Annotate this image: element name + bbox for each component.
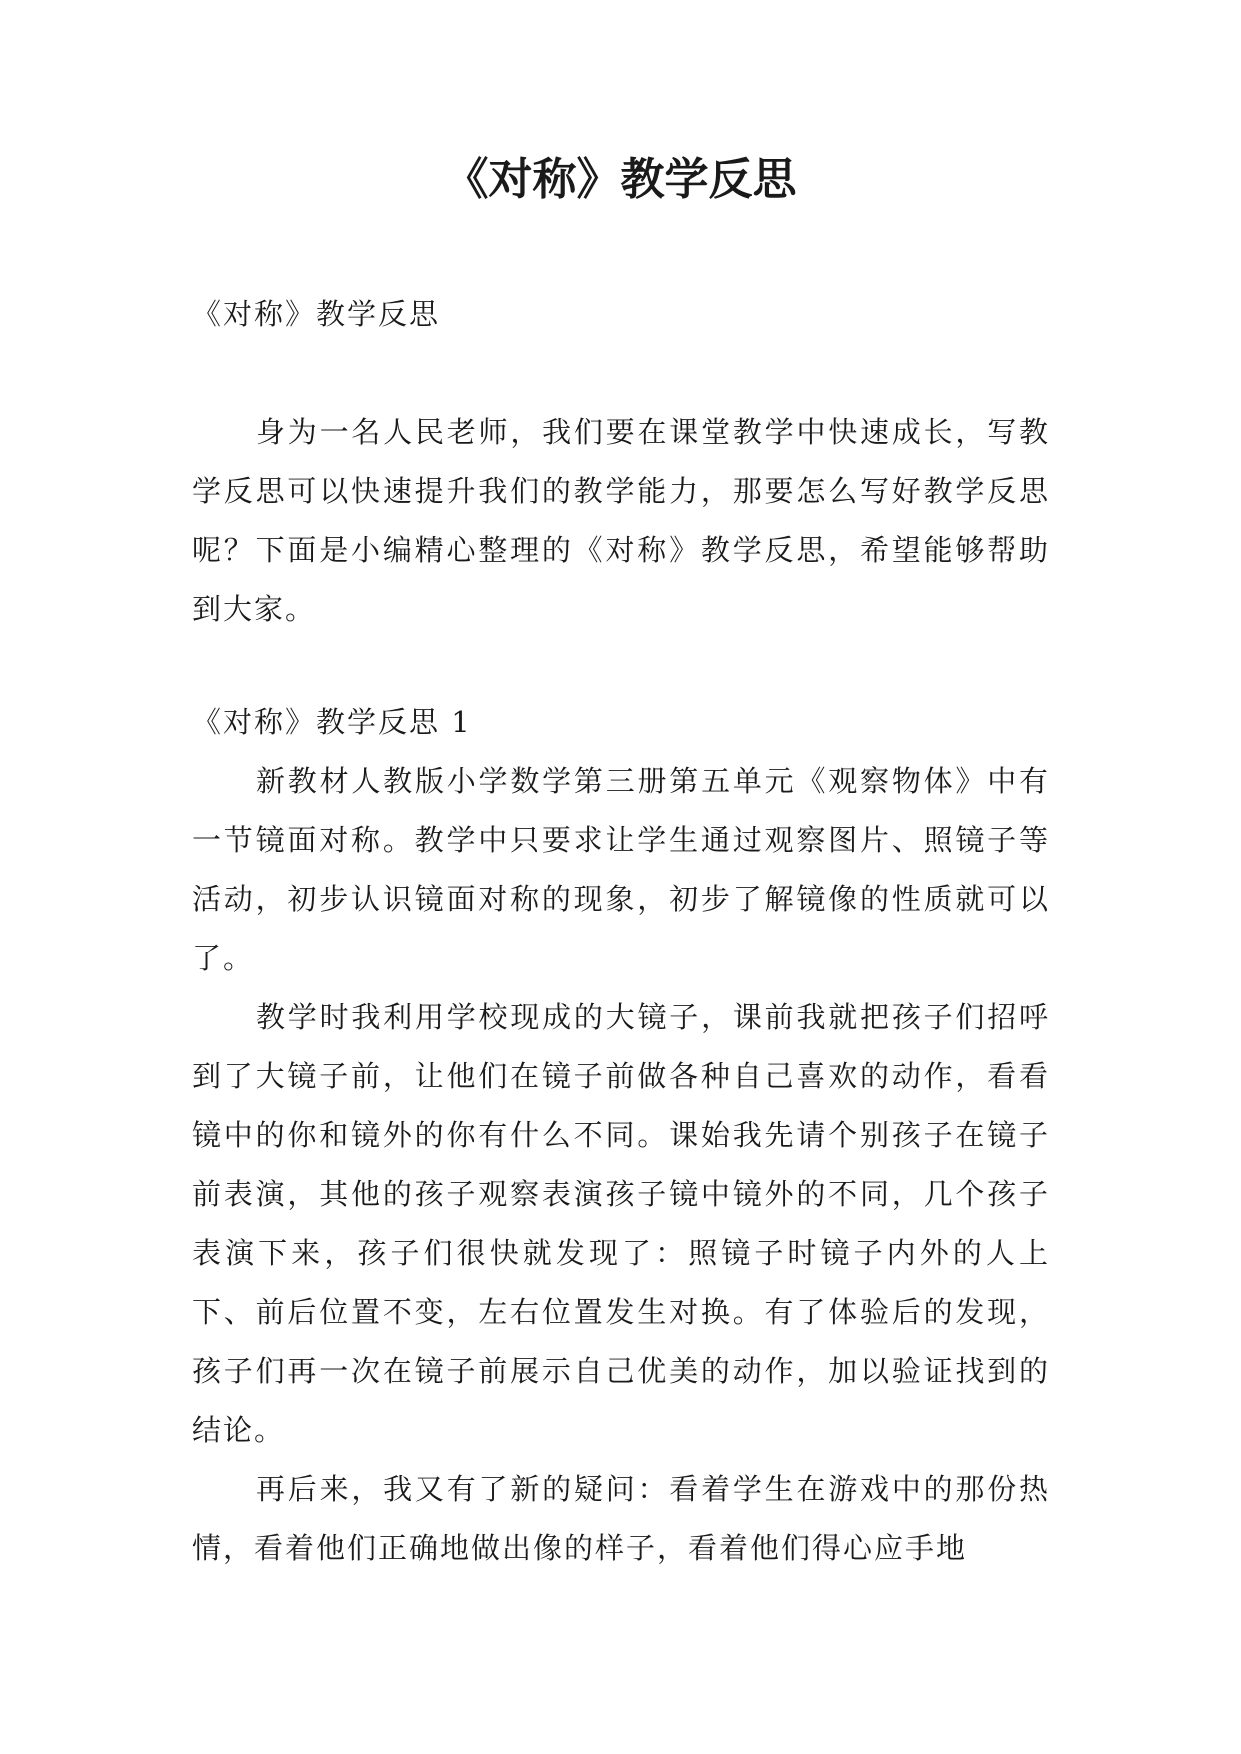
- document-subtitle: 《对称》教学反思: [192, 297, 441, 331]
- body-paragraph: 再后来，我又有了新的疑问：看着学生在游戏中的那份热情，看着他们正确地做出像的样子，看着他们得心应手地: [192, 1472, 1050, 1565]
- section-heading: 《对称》教学反思 1: [192, 705, 472, 739]
- body-paragraph: 教学时我利用学校现成的大镜子，课前我就把孩子们招呼到了大镜子前，让他们在镜子前做各种自己喜欢的动作，看看镜中的你和镜外的你有什么不同。课始我先请个别孩子在镜子前表演，其他的孩子观察表演孩子镜中镜外的不同，几个孩子表演下来，孩子们很快就发现了：照镜子时镜子内外的人上下、前后位置不变，左右位置发生对换。有了体验后的发现，孩子们再一次在镜子前展示自己优美的动作，加以验证找到的结论。: [192, 1000, 1050, 1447]
- intro-block: [192, 403, 1050, 639]
- section-body: [192, 752, 1050, 1578]
- intro-paragraph: 身为一名人民老师，我们要在课堂教学中快速成长，写教学反思可以快速提升我们的教学能力，那要怎么写好教学反思呢？下面是小编精心整理的《对称》教学反思，希望能够帮助到大家。: [192, 415, 1050, 626]
- document-title: 《对称》教学反思: [444, 154, 797, 205]
- body-paragraph: 新教材人教版小学数学第三册第五单元《观察物体》中有一节镜面对称。教学中只要求让学生通过观察图片、照镜子等活动，初步认识镜面对称的现象，初步了解镜像的性质就可以了。: [192, 764, 1050, 975]
